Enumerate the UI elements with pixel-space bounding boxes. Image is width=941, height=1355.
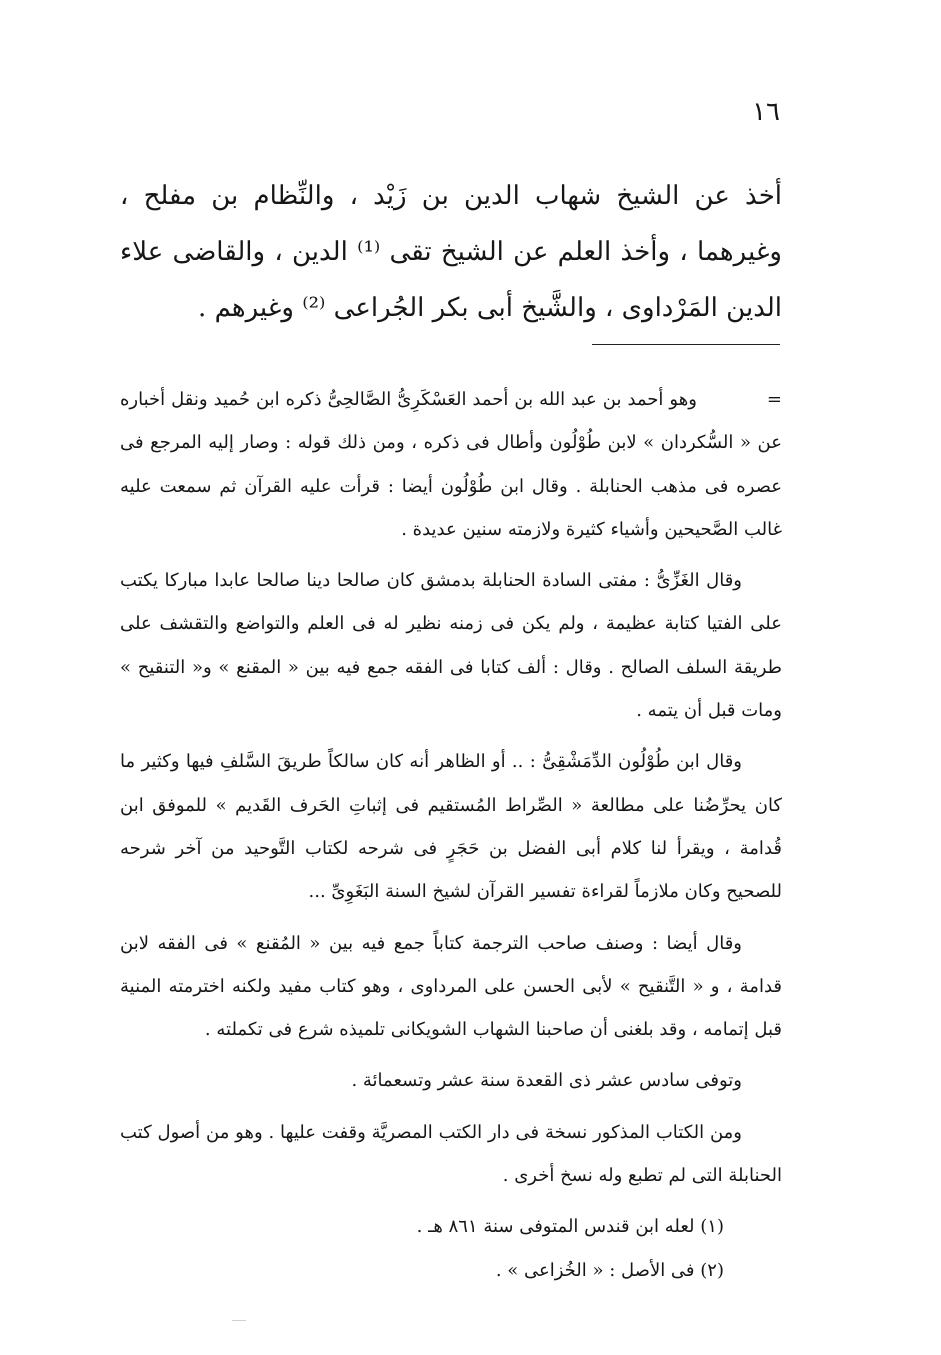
main-paragraph: أخذ عن الشيخ شهاب الدين بن زَيْد ، والنِّظام بن مفلح ، وغيرهما ، وأخذ العلم عن الشيخ تقى ⁽¹⁾ الدين ، والقاضى علاء الدين المَرْداوى ، والشَّيخ أبى بكر الجُراعى ⁽²⁾ وغيرهم . bbox=[120, 181, 782, 323]
footnote-continuation bbox=[120, 378, 782, 551]
footnote-paragraph-tasnif: وقال أيضا : وصنف صاحب الترجمة كتاباً جمع فيه بين « المُقنع » فى الفقه لابن قدامة ، و « التَّنقيح » لأبى الحسن على المرداوى ، وهو كتاب مفيد ولكنه اخترمته المنية قبل إتمامه ، وقد بلغنى أن صاحبنا الشهاب الشويكانى تلميذه شرع فى تكملته . bbox=[120, 932, 782, 1041]
main-body-text bbox=[120, 168, 782, 336]
page-number: ١٦ bbox=[752, 97, 780, 127]
continuation-mark: = bbox=[766, 389, 782, 410]
footnote-paragraph-manuscript: ومن الكتاب المذكور نسخة فى دار الكتب المصريَّة وقفت عليها . وهو من أصول كتب الحنابلة التى لم تطبع وله نسخ أخرى . bbox=[120, 1121, 782, 1187]
footnote-separator bbox=[592, 344, 780, 345]
footnote-paragraph-ibn-tulun: وقال ابن طُوْلُون الدِّمَشْقِىُّ : .. أو الظاهر أنه كان سالكاً طريقَ السَّلفِ فيها وكثير ما كان يحرِّضُنا على مطالعة « الصِّراط المُستقيم فى إثباتِ الحَرف القَديم » للموفق ابن قُدامة ، ويقرأ لنا كلام أبى الفضل بن حَجَرٍ فى شرحه لكتاب التَّوحيد من آخر شرحه للصحيح وكان ملازماً لقراءة تفسير القرآن لشيخ السنة البَغَوِىِّ ... bbox=[120, 751, 782, 903]
footnote-2: (٢) فى الأصل : « الخُزاعى » . bbox=[495, 1259, 724, 1281]
footnotes-section bbox=[120, 378, 782, 1292]
footnote-paragraph-death-date: وتوفى سادس عشر ذى القعدة سنة عشر وتسعمائة . bbox=[351, 1070, 742, 1092]
scan-artifact bbox=[232, 1320, 246, 1321]
footnote-continuation-text: وهو أحمد بن عبد الله بن أحمد العَسْكَرِىُّ الصَّالحِىُّ ذكره ابن حُميد ونقل أخباره عن « السُّكردان » لابن طُوْلُون وأطال فى ذكره ، ومن ذلك قوله : وصار إليه المرجع فى عصره فى مذهب الحنابلة . وقال ابن طُوْلُون أيضا : قرأت عليه القرآن ثم سمعت عليه غالب الصَّحيحين وأشياء كثيرة ولازمته سنين عديدة . bbox=[120, 389, 782, 540]
footnote-1: (١) لعله ابن قندس المتوفى سنة ٨٦١ هـ . bbox=[416, 1216, 724, 1238]
footnote-paragraph-ghazzi: وقال الغَزِّىُّ : مفتى السادة الحنابلة بدمشق كان صالحا دينا صالحا عابدا مباركا يكتب على الفتيا كتابة عظيمة ، ولم يكن فى زمنه نظير له فى العلم والتواضع والتقشف على طريقة السلف الصالح . وقال : ألف كتابا فى الفقه جمع فيه بين « المقنع » و« التنقيح » ومات قبل أن يتمه . bbox=[120, 570, 782, 722]
